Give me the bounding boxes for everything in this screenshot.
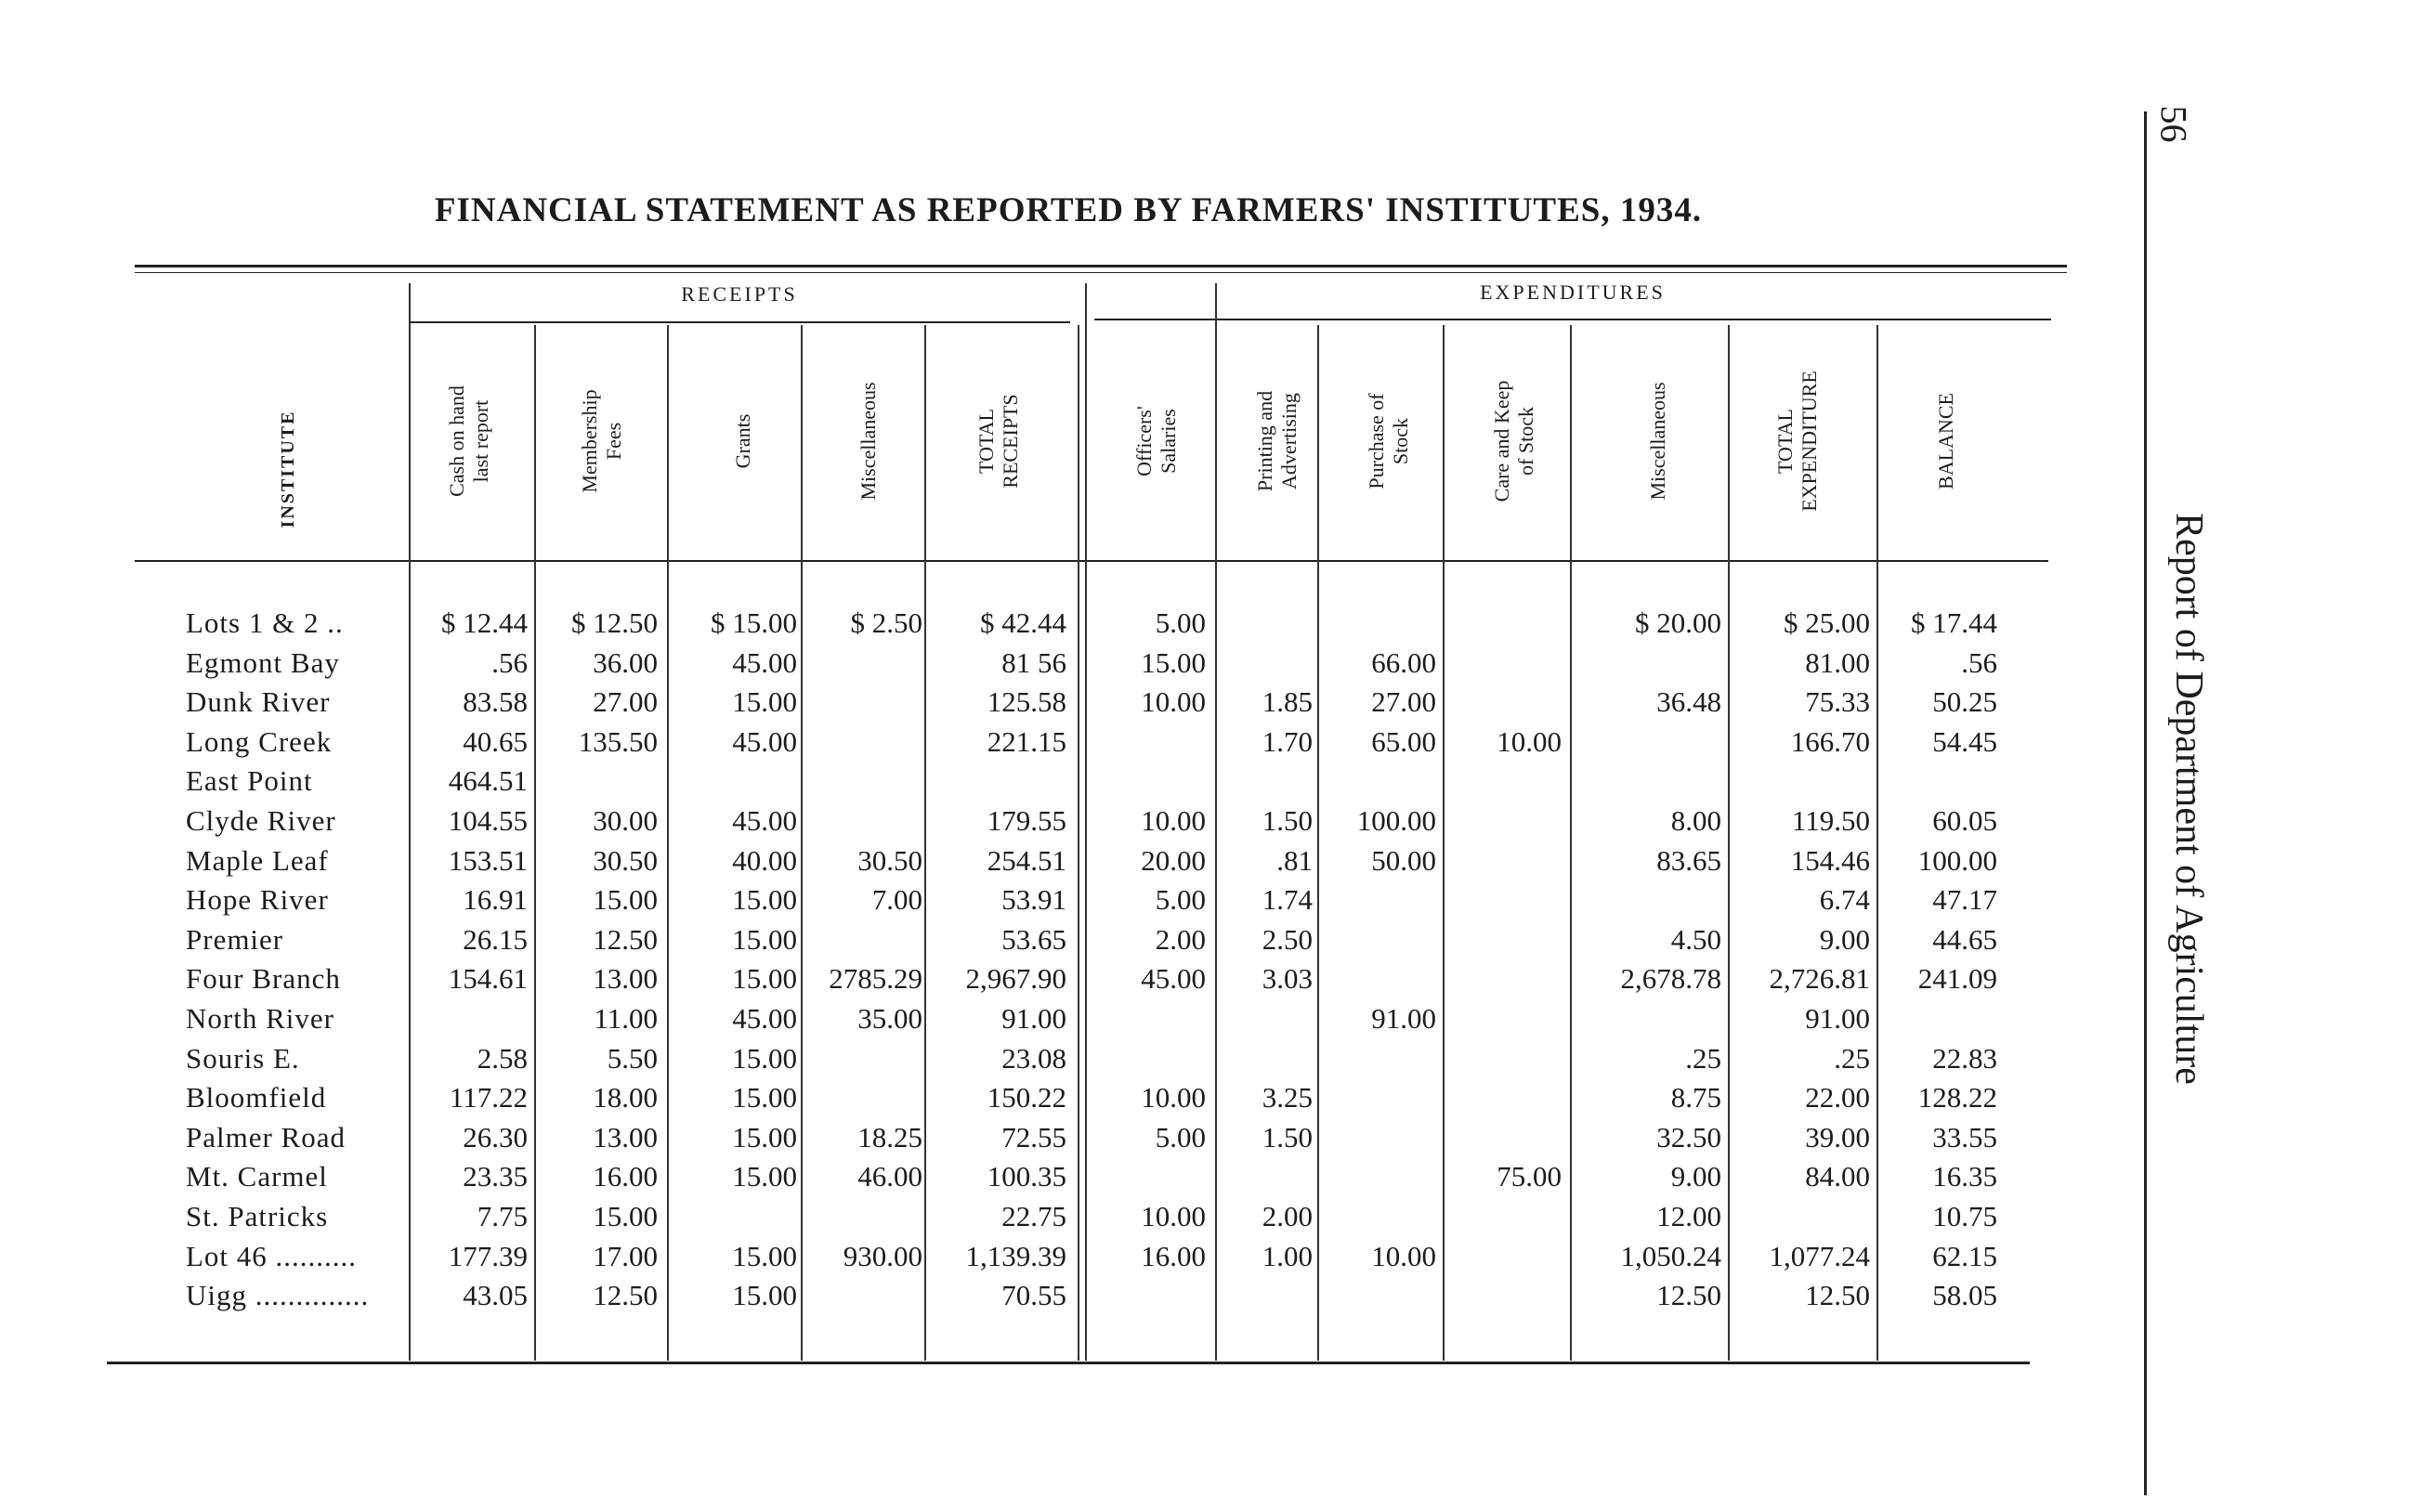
cell-purchase-of-stock (1308, 959, 1436, 998)
cell-total-expenditure: 166.70 (1790, 724, 1870, 758)
top-rule (135, 265, 2067, 267)
cell-purchase-of-stock (1308, 1157, 1436, 1196)
cell-total-receipts: 53.91 (1001, 883, 1066, 917)
cell-printing-advertising: 1.50 (1262, 804, 1313, 837)
cell-officers-salaries: 16.00 (1141, 1239, 1206, 1272)
cell-total-receipts: 72.55 (1001, 1120, 1066, 1154)
cell-expenditures-miscellaneous: 83.65 (1656, 843, 1721, 877)
cell-total-expenditure: 2,726.81 (1769, 962, 1870, 996)
cell-receipts-miscellaneous (794, 1197, 922, 1236)
table-row (0, 1078, 2090, 1117)
cell-total-receipts: 53.65 (1001, 922, 1066, 956)
cell-balance: 47.17 (1932, 883, 1997, 917)
cell-membership-fees: 12.50 (593, 1279, 658, 1312)
cell-purchase-of-stock (1308, 762, 1436, 801)
cell-total-receipts: 2,967.90 (965, 962, 1066, 996)
cell-receipts-miscellaneous (794, 1276, 922, 1315)
cell-receipts-miscellaneous (794, 644, 922, 683)
institute-name: St. Patricks (186, 1200, 329, 1232)
cell-care-keep-stock (1433, 1078, 1562, 1117)
expenditures-underline (1094, 319, 2051, 320)
cell-total-receipts: 81 56 (1001, 645, 1066, 679)
cell-balance: 128.22 (1917, 1081, 1997, 1114)
cell-grants: 15.00 (732, 922, 797, 956)
receipts-heading: RECEIPTS (681, 282, 798, 306)
cell-receipts-miscellaneous (794, 723, 922, 762)
cell-grants: 15.00 (732, 962, 797, 996)
cell-total-expenditure: .25 (1834, 1041, 1870, 1075)
cell-balance: 58.05 (1932, 1279, 1997, 1312)
cell-grants: 15.00 (732, 1160, 797, 1193)
col-header-care-keep-stock: Care and Keep of Stock (1490, 380, 1537, 502)
institute-name: Uigg .............. (186, 1279, 370, 1312)
table-row (0, 880, 2090, 919)
table-row (0, 644, 2090, 683)
cell-expenditures-miscellaneous: 2,678.78 (1620, 962, 1721, 996)
cell-membership-fees: 27.00 (593, 685, 658, 719)
table-row (0, 802, 2090, 841)
cell-care-keep-stock (1433, 604, 1562, 643)
cell-grants: $ 15.00 (711, 606, 797, 639)
cell-total-receipts: 23.08 (1001, 1041, 1066, 1075)
cell-total-receipts: 254.51 (987, 843, 1066, 877)
col-header-expenditures-miscellaneous: Miscellaneous (1646, 382, 1669, 501)
cell-total-expenditure: 39.00 (1805, 1120, 1870, 1154)
cell-care-keep-stock (1433, 880, 1562, 919)
cell-purchase-of-stock (1308, 1039, 1436, 1078)
page-title: FINANCIAL STATEMENT AS REPORTED BY FARMERS' INSTITUTES, 1934. (434, 191, 1703, 229)
cell-printing-advertising: 1.74 (1262, 883, 1313, 917)
cell-balance: 241.09 (1917, 962, 1997, 996)
institute-name: Long Creek (186, 724, 333, 758)
cell-expenditures-miscellaneous: 9.00 (1670, 1160, 1721, 1193)
cell-balance: 100.00 (1917, 843, 1997, 877)
cell-officers-salaries: 5.00 (1155, 606, 1206, 639)
cell-balance: 33.55 (1932, 1120, 1997, 1154)
table-row (0, 1157, 2090, 1196)
cell-care-keep-stock (1433, 1039, 1562, 1078)
cell-cash-on-hand: 7.75 (477, 1200, 528, 1232)
col-header-printing-advertising: Printing and Advertising (1253, 390, 1301, 492)
cell-cash-on-hand: 40.65 (463, 724, 528, 758)
cell-expenditures-miscellaneous: 4.50 (1670, 922, 1721, 956)
institute-name: Bloomfield (186, 1081, 327, 1114)
cell-total-expenditure: 154.46 (1790, 843, 1870, 877)
cell-purchase-of-stock: 10.00 (1371, 1239, 1436, 1272)
cell-receipts-miscellaneous (794, 762, 922, 801)
cell-receipts-miscellaneous: 46.00 (857, 1160, 922, 1193)
cell-membership-fees: 13.00 (593, 962, 658, 996)
cell-cash-on-hand: $ 12.44 (441, 606, 528, 639)
top-rule-thin (135, 272, 2067, 273)
cell-officers-salaries: 15.00 (1141, 645, 1206, 679)
cell-cash-on-hand: 16.91 (463, 883, 528, 917)
cell-total-receipts: 221.15 (987, 724, 1066, 758)
cell-printing-advertising: 1.70 (1262, 724, 1313, 758)
table-row (0, 920, 2090, 959)
cell-expenditures-miscellaneous (1593, 723, 1721, 762)
cell-grants: 15.00 (732, 685, 797, 719)
cell-purchase-of-stock: 100.00 (1356, 804, 1436, 837)
cell-cash-on-hand: 104.55 (448, 804, 528, 837)
cell-total-receipts: 22.75 (1001, 1200, 1066, 1232)
cell-purchase-of-stock: 65.00 (1371, 724, 1436, 758)
cell-balance: 50.25 (1932, 685, 1997, 719)
cell-receipts-miscellaneous: 30.50 (857, 843, 922, 877)
institute-name: Hope River (186, 883, 329, 917)
cell-officers-salaries: 10.00 (1141, 1200, 1206, 1232)
col-header-purchase-of-stock: Purchase of Stock (1365, 393, 1412, 489)
cell-cash-on-hand: 23.35 (463, 1160, 528, 1193)
institute-name: Lot 46 .......... (186, 1239, 358, 1272)
cell-membership-fees: 12.50 (593, 922, 658, 956)
cell-grants: 15.00 (732, 1239, 797, 1272)
cell-total-receipts: 125.58 (987, 685, 1066, 719)
cell-total-expenditure: 6.74 (1819, 883, 1870, 917)
cell-officers-salaries: 10.00 (1141, 1081, 1206, 1114)
cell-care-keep-stock (1433, 1237, 1562, 1276)
cell-total-receipts: 1,139.39 (965, 1239, 1066, 1272)
cell-cash-on-hand (399, 999, 528, 1038)
cell-purchase-of-stock (1308, 880, 1436, 919)
cell-total-receipts: 150.22 (987, 1081, 1066, 1114)
institute-name: Premier (186, 922, 284, 956)
cell-printing-advertising: 3.03 (1262, 962, 1313, 996)
cell-expenditures-miscellaneous: .25 (1685, 1041, 1721, 1075)
cell-balance: 10.75 (1932, 1200, 1997, 1232)
cell-printing-advertising: 1.50 (1262, 1120, 1313, 1154)
cell-total-expenditure: 22.00 (1805, 1081, 1870, 1114)
table-row (0, 683, 2090, 722)
cell-total-expenditure: 84.00 (1805, 1160, 1870, 1193)
cell-receipts-miscellaneous (794, 683, 922, 722)
cell-receipts-miscellaneous (794, 1039, 922, 1078)
cell-total-receipts (938, 762, 1066, 801)
cell-total-expenditure: 119.50 (1791, 804, 1870, 837)
cell-cash-on-hand: 26.15 (463, 922, 528, 956)
cell-purchase-of-stock: 50.00 (1371, 843, 1436, 877)
cell-printing-advertising (1184, 1157, 1313, 1196)
page-number: 56 (2152, 105, 2195, 143)
institute-name: Souris E. (186, 1041, 300, 1075)
institute-name: Egmont Bay (186, 645, 340, 679)
cell-expenditures-miscellaneous (1593, 644, 1721, 683)
cell-care-keep-stock (1433, 1118, 1562, 1157)
table-row (0, 604, 2090, 643)
cell-balance: 60.05 (1932, 804, 1997, 837)
cell-total-expenditure: 75.33 (1805, 685, 1870, 719)
expenditures-heading: EXPENDITURES (1480, 280, 1666, 304)
cell-officers-salaries: 5.00 (1155, 1120, 1206, 1154)
cell-balance (1869, 762, 1997, 801)
cell-expenditures-miscellaneous (1593, 880, 1721, 919)
cell-purchase-of-stock (1308, 1276, 1436, 1315)
cell-receipts-miscellaneous (794, 920, 922, 959)
cell-purchase-of-stock (1308, 604, 1436, 643)
cell-membership-fees: $ 12.50 (571, 606, 658, 639)
institute-name: East Point (186, 764, 313, 798)
cell-printing-advertising (1184, 644, 1313, 683)
cell-expenditures-miscellaneous: 36.48 (1656, 685, 1721, 719)
cell-receipts-miscellaneous: 930.00 (843, 1239, 922, 1272)
cell-total-expenditure: 91.00 (1805, 1002, 1870, 1035)
cell-printing-advertising (1184, 999, 1313, 1038)
institute-name: Lots 1 & 2 .. (186, 606, 344, 639)
institute-name: Mt. Carmel (186, 1160, 328, 1193)
cell-printing-advertising: 3.25 (1262, 1081, 1313, 1114)
cell-expenditures-miscellaneous: 8.75 (1670, 1081, 1721, 1114)
cell-expenditures-miscellaneous (1593, 762, 1721, 801)
cell-care-keep-stock (1433, 999, 1562, 1038)
table-row (0, 959, 2090, 998)
cell-receipts-miscellaneous (794, 802, 922, 841)
cell-expenditures-miscellaneous (1593, 999, 1721, 1038)
cell-purchase-of-stock (1308, 1078, 1436, 1117)
col-header-officers-salaries: Officers' Salaries (1132, 406, 1180, 476)
cell-officers-salaries: 10.00 (1141, 804, 1206, 837)
col-header-balance: BALANCE (1934, 393, 1957, 489)
cell-officers-salaries: 2.00 (1155, 922, 1206, 956)
cell-cash-on-hand: 26.30 (463, 1120, 528, 1154)
cell-printing-advertising: 2.50 (1262, 922, 1313, 956)
margin-rule (2144, 111, 2147, 1495)
table-row (0, 1118, 2090, 1157)
table-row (0, 1039, 2090, 1078)
cell-balance: 62.15 (1932, 1239, 1997, 1272)
col-header-cash-on-hand: Cash on hand last report (445, 385, 492, 497)
cell-purchase-of-stock (1308, 1118, 1436, 1157)
cell-care-keep-stock (1433, 683, 1562, 722)
cell-purchase-of-stock (1308, 1197, 1436, 1236)
cell-care-keep-stock (1433, 920, 1562, 959)
cell-total-receipts: 179.55 (987, 804, 1066, 837)
cell-total-expenditure: 9.00 (1819, 922, 1870, 956)
cell-membership-fees: 15.00 (593, 1200, 658, 1232)
cell-care-keep-stock (1433, 802, 1562, 841)
cell-printing-advertising: 1.00 (1262, 1239, 1313, 1272)
cell-grants: 15.00 (732, 1041, 797, 1075)
cell-care-keep-stock (1433, 959, 1562, 998)
cell-cash-on-hand: 177.39 (448, 1239, 528, 1272)
cell-balance: 16.35 (1932, 1160, 1997, 1193)
cell-total-expenditure: 12.50 (1805, 1279, 1870, 1312)
cell-total-expenditure: $ 25.00 (1784, 606, 1870, 639)
cell-officers-salaries: 5.00 (1155, 883, 1206, 917)
cell-purchase-of-stock: 91.00 (1371, 1002, 1436, 1035)
institute-name: North River (186, 1002, 334, 1035)
cell-cash-on-hand: 83.58 (463, 685, 528, 719)
table-row (0, 1237, 2090, 1276)
cell-balance: 54.45 (1932, 724, 1997, 758)
cell-officers-salaries: 10.00 (1141, 685, 1206, 719)
institute-name: Dunk River (186, 685, 331, 719)
cell-grants: 15.00 (732, 883, 797, 917)
bottom-rule (107, 1362, 2030, 1364)
cell-grants: 45.00 (732, 804, 797, 837)
cell-grants: 45.00 (732, 724, 797, 758)
cell-cash-on-hand: 117.22 (449, 1081, 528, 1114)
cell-cash-on-hand: 464.51 (448, 764, 528, 798)
cell-membership-fees: 16.00 (593, 1160, 658, 1193)
cell-membership-fees: 30.50 (593, 843, 658, 877)
cell-care-keep-stock: 75.00 (1497, 1160, 1562, 1193)
cell-receipts-miscellaneous: 35.00 (857, 1002, 922, 1035)
cell-officers-salaries: 45.00 (1141, 962, 1206, 996)
cell-total-expenditure (1742, 762, 1870, 801)
cell-balance: $ 17.44 (1911, 606, 1997, 639)
cell-membership-fees: 36.00 (593, 645, 658, 679)
cell-care-keep-stock (1433, 841, 1562, 880)
cell-grants: 15.00 (732, 1120, 797, 1154)
institute-name: Clyde River (186, 804, 336, 837)
cell-printing-advertising: 2.00 (1262, 1200, 1313, 1232)
cell-expenditures-miscellaneous: 1,050.24 (1620, 1239, 1721, 1272)
cell-printing-advertising: .81 (1276, 843, 1313, 877)
cell-membership-fees: 11.00 (594, 1002, 658, 1035)
cell-grants: 15.00 (732, 1279, 797, 1312)
cell-total-receipts: $ 42.44 (980, 606, 1066, 639)
col-header-institute: INSTITUTE (278, 410, 298, 528)
cell-receipts-miscellaneous: 18.25 (857, 1120, 922, 1154)
cell-cash-on-hand: 153.51 (448, 843, 528, 877)
col-header-total-receipts: TOTAL RECEIPTS (974, 394, 1022, 489)
cell-expenditures-miscellaneous: 32.50 (1656, 1120, 1721, 1154)
cell-total-receipts: 91.00 (1001, 1002, 1066, 1035)
cell-printing-advertising (1184, 1276, 1313, 1315)
cell-cash-on-hand: 2.58 (477, 1041, 528, 1075)
cell-cash-on-hand: 43.05 (463, 1279, 528, 1312)
cell-balance (1869, 999, 1997, 1038)
table-row (0, 1197, 2090, 1236)
table-row (0, 723, 2090, 762)
cell-care-keep-stock (1433, 644, 1562, 683)
cell-cash-on-hand: .56 (491, 645, 528, 679)
cell-balance: .56 (1961, 645, 1997, 679)
cell-balance: 22.83 (1932, 1041, 1997, 1075)
cell-receipts-miscellaneous: 7.00 (871, 883, 922, 917)
cell-printing-advertising: 1.85 (1262, 685, 1313, 719)
cell-purchase-of-stock: 66.00 (1371, 645, 1436, 679)
cell-care-keep-stock (1433, 762, 1562, 801)
cell-total-expenditure: 1,077.24 (1769, 1239, 1870, 1272)
cell-membership-fees: 135.50 (578, 724, 658, 758)
cell-total-expenditure (1742, 1197, 1870, 1236)
cell-total-receipts: 100.35 (987, 1160, 1066, 1193)
cell-membership-fees: 30.00 (593, 804, 658, 837)
cell-grants: 40.00 (732, 843, 797, 877)
table-row (0, 841, 2090, 880)
cell-receipts-miscellaneous (794, 1078, 922, 1117)
cell-membership-fees (530, 762, 658, 801)
cell-purchase-of-stock: 27.00 (1371, 685, 1436, 719)
table-row (0, 1276, 2090, 1315)
col-header-receipts-miscellaneous: Miscellaneous (856, 382, 880, 501)
running-head: Report of Department of Agriculture (2167, 513, 2210, 1085)
cell-grants: 45.00 (732, 645, 797, 679)
institute-name: Maple Leaf (186, 843, 329, 877)
cell-grants (669, 762, 797, 801)
col-header-membership-fees: Membership Fees (578, 389, 625, 493)
cell-membership-fees: 17.00 (593, 1239, 658, 1272)
cell-membership-fees: 5.50 (607, 1041, 658, 1075)
cell-receipts-miscellaneous: 2785.29 (829, 962, 922, 996)
cell-membership-fees: 13.00 (593, 1120, 658, 1154)
cell-total-expenditure: 81.00 (1805, 645, 1870, 679)
cell-expenditures-miscellaneous: 12.50 (1656, 1279, 1721, 1312)
table-row (0, 762, 2090, 801)
cell-printing-advertising (1184, 762, 1313, 801)
cell-grants: 45.00 (732, 1002, 797, 1035)
cell-expenditures-miscellaneous: 12.00 (1656, 1200, 1721, 1232)
institute-name: Four Branch (186, 962, 341, 996)
cell-receipts-miscellaneous: $ 2.50 (850, 606, 922, 639)
cell-membership-fees: 15.00 (593, 883, 658, 917)
table-row (0, 999, 2090, 1038)
cell-balance: 44.65 (1932, 922, 1997, 956)
cell-care-keep-stock (1433, 1276, 1562, 1315)
cell-purchase-of-stock (1308, 920, 1436, 959)
cell-expenditures-miscellaneous: 8.00 (1670, 804, 1721, 837)
col-header-total-expenditure: TOTAL EXPENDITURE (1773, 371, 1821, 512)
col-header-grants: Grants (731, 413, 754, 469)
cell-total-receipts: 70.55 (1001, 1279, 1066, 1312)
institute-name: Palmer Road (186, 1120, 346, 1154)
cell-grants (669, 1197, 797, 1236)
cell-membership-fees: 18.00 (593, 1081, 658, 1114)
cell-care-keep-stock (1433, 1197, 1562, 1236)
cell-cash-on-hand: 154.61 (448, 962, 528, 996)
cell-grants: 15.00 (732, 1081, 797, 1114)
cell-printing-advertising (1184, 604, 1313, 643)
cell-printing-advertising (1184, 1039, 1313, 1078)
cell-officers-salaries: 20.00 (1141, 843, 1206, 877)
cell-care-keep-stock: 10.00 (1497, 724, 1562, 758)
header-bottom-rule (135, 560, 2048, 562)
cell-expenditures-miscellaneous: $ 20.00 (1635, 606, 1721, 639)
